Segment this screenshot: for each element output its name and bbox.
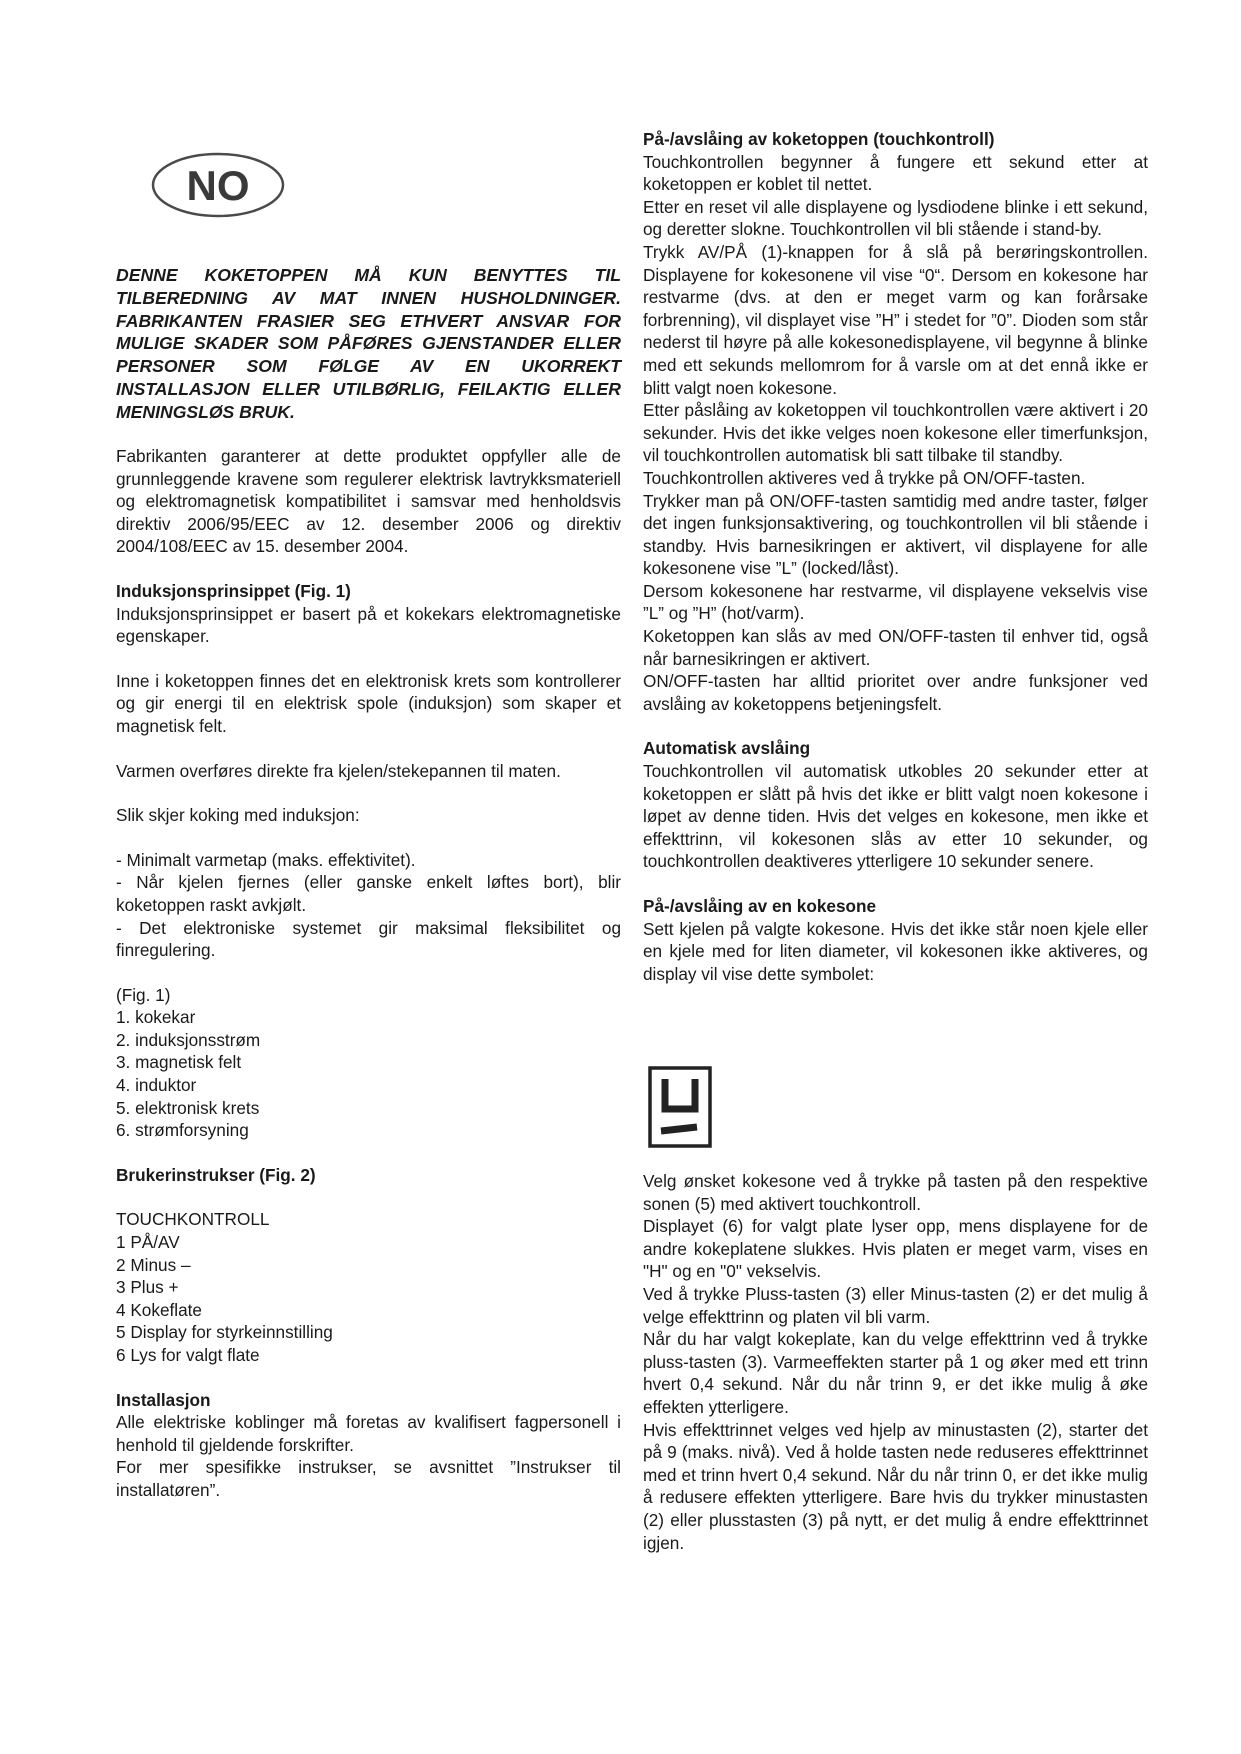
zone-paragraph: Hvis effekttrinnet velges ved hjelp av minustasten (2), starter det på 9 (maks. nivå). Ved å holde tasten nede reduseres effekttrinnet med et trinn hvert 0,4 sekund. Når du når trinn 0, er det ikke mulig å redusere effekten ytterligere. Bare hvis du trykker minustasten (2) eller plusstasten (3) på nytt, er det mulig å endre effekttrinnet igjen. bbox=[643, 1419, 1148, 1553]
induction-paragraph-3: Varmen overføres direkte fra kjelen/stekepannen til maten. bbox=[116, 760, 561, 781]
fig-list-item: 3. magnetisk felt bbox=[116, 1052, 242, 1073]
induction-paragraph-4: Slik skjer koking med induksjon: bbox=[116, 805, 360, 826]
user-list-item: 3 Plus + bbox=[116, 1277, 179, 1298]
induction-heading: Induksjonsprinsippet (Fig. 1) bbox=[116, 580, 351, 601]
zone-paragraph: Ved å trykke Pluss-tasten (3) eller Minus-tasten (2) er det mulig å velge effekttrinn og platen vil bli varm. bbox=[643, 1283, 1148, 1327]
user-list-item: 2 Minus – bbox=[116, 1254, 191, 1275]
zone-paragraph: Displayet (6) for valgt plate lyser opp, mens displayene for de andre kokeplatene slukkes. Hvis platen er meget varm, vises en "H" og en "0" vekselvis. bbox=[643, 1216, 1148, 1282]
installation-paragraph-2: For mer spesifikke instrukser, se avsnittet ”Instrukser til installatøren”. bbox=[116, 1457, 621, 1500]
auto-off-paragraph: Touchkontrollen vil automatisk utkobles 20 sekunder etter at koketoppen er slått på hvis det ikke er blitt valgt noen kokesone i løpet av denne tiden. Hvis det velges en kokesone, men ikke et effekttrinn, vil kokesonen slås av etter 10 sekunder, og touchkontrollen deaktiveres ytterligere 10 sekunder senere. bbox=[643, 761, 1148, 872]
user-list-item: 1 PÅ/AV bbox=[116, 1232, 180, 1253]
language-badge bbox=[150, 150, 286, 220]
guarantee-text: Fabrikanten garanterer at dette produktet oppfyller alle de grunnleggende kravene som regulerer elektrisk lavtrykksmateriell og elektromagnetisk kompatibilitet i samsvar med henholdsvis direktiv 2006/95/EEC av 12. desember 2006 og direktiv 2004/108/EEC av 15. desember 2004. bbox=[116, 446, 621, 557]
fig-list-item: 6. strømforsyning bbox=[116, 1120, 249, 1141]
user-list-item: 5 Display for styrkeinnstilling bbox=[116, 1322, 333, 1343]
warning-text: DENNE KOKETOPPEN MÅ KUN BENYTTES TIL TILBEREDNING AV MAT INNEN HUSHOLDNINGER. FABRIKANTEN FRASIER SEG ETHVERT ANSVAR FOR MULIGE SKADER SOM PÅFØRES GJENSTANDER ELLER PERSONER SOM FØLGE AV EN UKORREKT INSTALLASJON ELLER UTILBØRLIG, FEILAKTIG ELLER MENINGSLØS BRUK. bbox=[116, 265, 621, 422]
zone-intro: Sett kjelen på valgte kokesone. Hvis det ikke står noen kjele eller en kjele med for liten diameter, vil kokesonen ikke aktiveres, og display vil vise dette symbolet: bbox=[643, 918, 1148, 984]
onoff-paragraph: Etter påslåing av koketoppen vil touchkontrollen være aktivert i 20 sekunder. Hvis det ikke velges noen kokesone eller timerfunksjon, vil touchkontrollen automatisk bli satt tilbake til standby. bbox=[643, 400, 1148, 466]
installation-heading: Installasjon bbox=[116, 1389, 211, 1410]
fig-list-item: 5. elektronisk krets bbox=[116, 1097, 260, 1118]
onoff-paragraph: Trykker man på ON/OFF-tasten samtidig med andre taster, følger det ingen funksjonsaktivering, og touchkontrollen vil bli stående i standby. Hvis barnesikringen er aktivert, vil displayene for alle kokesonene vise ”L” (locked/låst). bbox=[643, 490, 1148, 579]
onoff-paragraph: Dersom kokesonene har restvarme, vil displayene vekselvis vise ”L” og ”H” (hot/varm). bbox=[643, 580, 1148, 624]
user-list-item: 6 Lys for valgt flate bbox=[116, 1345, 260, 1365]
fig-list-item: 2. induksjonsstrøm bbox=[116, 1029, 261, 1050]
bullet-item: - Det elektroniske systemet gir maksimal fleksibilitet og finregulering. bbox=[116, 917, 621, 961]
zone-paragraph: Velg ønsket kokesone ved å trykke på tasten på den respektive sonen (5) med aktivert touchkontroll. bbox=[643, 1171, 1148, 1214]
induction-paragraph-2: Inne i koketoppen finnes det en elektronisk krets som kontrollerer og gir energi til en elektrisk spole (induksjon) som skaper et magnetisk felt. bbox=[116, 670, 621, 736]
no-pan-display-icon bbox=[647, 1065, 713, 1149]
language-badge-text: NO bbox=[186, 162, 250, 209]
onoff-paragraph: Trykk AV/PÅ (1)-knappen for å slå på berøringskontrollen. Displayene for kokesonene vil vise “0“. Dersom en kokesone har restvarme (dvs. at den er meget varm og kan forårsake forbrenning), vil displayet vise ”H” i stedet for ”0”. Dioden som står nederst til høyre på alle kokesonedisplayene, vil begynne å blinke med ett sekunds mellomrom for å varsle om at det ennå ikke er blitt valgt noen kokesone. bbox=[643, 241, 1148, 398]
onoff-heading: På-/avslåing av koketoppen (touchkontroll) bbox=[643, 129, 995, 149]
fig-list-item: 4. induktor bbox=[116, 1075, 197, 1096]
fig-list-item: 1. kokekar bbox=[116, 1007, 196, 1028]
zone-paragraph: Når du har valgt kokeplate, kan du velge effekttrinn ved å trykke pluss-tasten (3). Varmeeffekten starter på 1 og øker med ett trinn hvert 0,4 sekund. Når du når trinn 9, er det ikke mulig å øke effekten ytterligere. bbox=[643, 1329, 1148, 1417]
induction-paragraph-1: Induksjonsprinsippet er basert på et kokekars elektromagnetiske egenskaper. bbox=[116, 603, 621, 647]
onoff-paragraph: ON/OFF-tasten har alltid prioritet over andre funksjoner ved avslåing av koketoppens betjeningsfelt. bbox=[643, 671, 1148, 714]
user-list-item: TOUCHKONTROLL bbox=[116, 1209, 270, 1230]
user-list-item: 4 Kokeflate bbox=[116, 1299, 202, 1320]
zone-heading: På-/avslåing av en kokesone bbox=[643, 896, 877, 916]
onoff-paragraph: Etter en reset vil alle displayene og lysdiodene blinke i ett sekund, og deretter slokne. Touchkontrollen vil bli stående i stand-by. bbox=[643, 196, 1148, 240]
onoff-paragraph: Koketoppen kan slås av med ON/OFF-tasten til enhver tid, også når barnesikringen er aktivert. bbox=[643, 626, 1148, 669]
onoff-paragraph: Touchkontrollen aktiveres ved å trykke på ON/OFF-tasten. bbox=[643, 467, 1086, 488]
installation-paragraph-1: Alle elektriske koblinger må foretas av kvalifisert fagpersonell i henhold til gjeldende forskrifter. bbox=[116, 1412, 621, 1455]
bullet-item: - Når kjelen fjernes (eller ganske enkelt løftes bort), blir koketoppen raskt avkjølt. bbox=[116, 872, 621, 915]
auto-off-heading: Automatisk avslåing bbox=[643, 738, 811, 759]
fig-list-item: (Fig. 1) bbox=[116, 984, 171, 1005]
user-instructions-heading: Brukerinstrukser (Fig. 2) bbox=[116, 1164, 316, 1185]
bullet-item: - Minimalt varmetap (maks. effektivitet). bbox=[116, 849, 416, 870]
onoff-paragraph: Touchkontrollen begynner å fungere ett sekund etter at koketoppen er koblet til nettet. bbox=[643, 151, 1148, 195]
